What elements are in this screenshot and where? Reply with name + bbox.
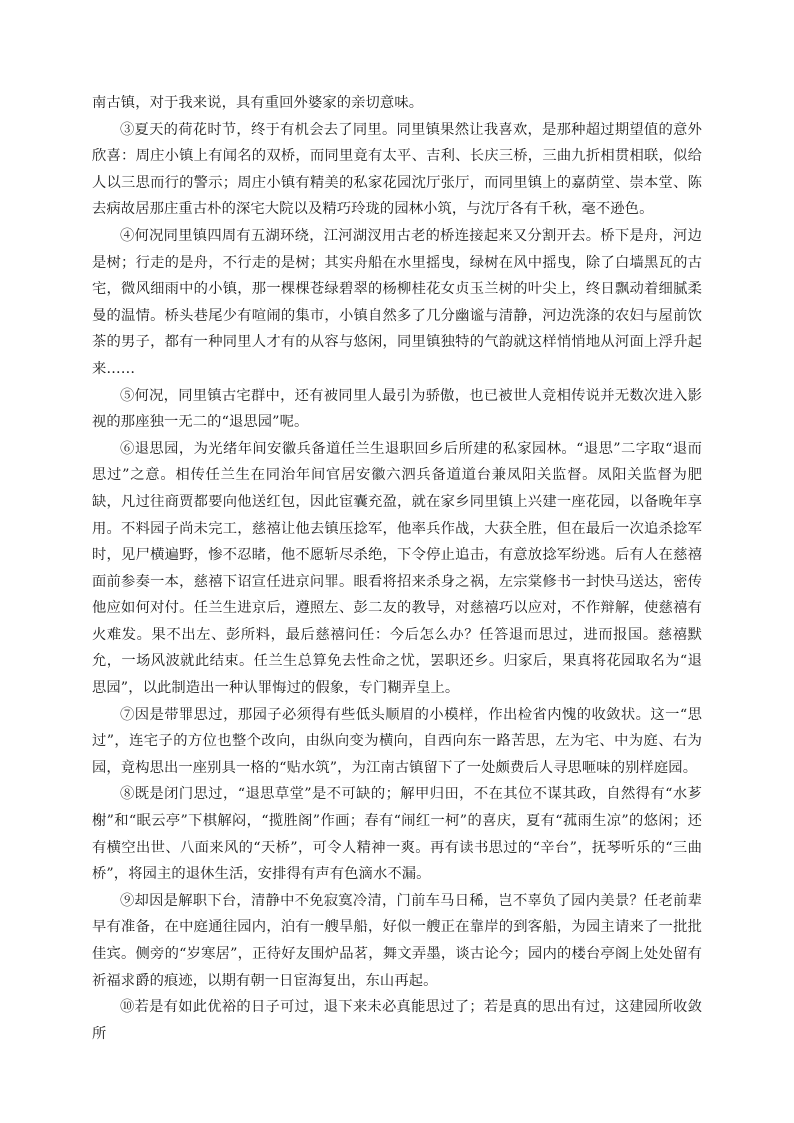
paragraph-1-continuation: 南古镇，对于我来说，具有重回外婆家的亲切意味。 [92, 95, 424, 111]
paragraph-10: ⑩若是有如此优裕的日子可过，退下来未必真能思过了；若是真的思出有过，这建园所收敛所 [92, 999, 702, 1042]
document-page [92, 90, 702, 1047]
paragraph-7: ⑦因是带罪思过，那园子必须得有些低头顺眉的小模样，作出检省内愧的收敛状。这一“思过”，连宅子的方位也整个改向，由纵向变为横向，自西向东一路苦思，左为宅、中为庭、右为园，竟构思出一座别具一格的“贴水筑”，为江南古镇留下了一处颇费后人寻思咂味的别样庭园。 [92, 706, 702, 776]
paragraph-3: ③夏天的荷花时节，终于有机会去了同里。同里镇果然让我喜欢，是那种超过期望值的意外欣喜：周庄小镇上有闻名的双桥，而同里竟有太平、吉利、长庆三桥，三曲九折相贯相联，似给人以三思而行的警示；周庄小镇有精美的私家花园沈厅张厅，而同里镇上的嘉荫堂、崇本堂、陈去病故居那庄重古朴的深宅大院以及精巧玲珑的园林小筑，与沈厅各有千秋，毫不逊色。 [92, 121, 702, 218]
paragraph-4: ④何况同里镇四周有五湖环绕，江河湖汊用古老的桥连接起来又分割开去。桥下是舟，河边是树；行走的是舟，不行走的是树；其实舟船在水里摇曳，绿树在风中摇曳，除了白墙黑瓦的古宅，微风细雨中的小镇，那一棵棵苍绿碧翠的杨柳桂花女贞玉兰树的叶尖上，终日飘动着细腻柔曼的温情。桥头巷尾少有喧闹的集市，小镇自然多了几分幽谧与清静，河边洗涤的农妇与屋前饮茶的男子，都有一种同里人才有的从容与悠闲，同里镇独特的气韵就这样悄悄地从河面上浮升起来…… [92, 227, 702, 377]
paragraph-5: ⑤何况，同里镇古宅群中，还有被同里人最引为骄傲，也已被世人竞相传说并无数次进入影视的那座独一无二的“退思园”呢。 [92, 387, 702, 431]
paragraph-6: ⑥退思园，为光绪年间安徽兵备道任兰生退职回乡后所建的私家园林。“退思”二字取“退而思过”之意。相传任兰生在同治年间官居安徽六泗兵备道道台兼凤阳关监督。凤阳关监督为肥缺，凡过往商贾都要向他送红包，因此宦囊充盈，就在家乡同里镇上兴建一座花园，以备晚年享用。不料园子尚未完工，慈禧让他去镇压捻军，他率兵作战，大获全胜，但在最后一次追杀捻军时，见尸横遍野，惨不忍睹，他不愿斩尽杀绝，下令停止追击，有意放捻军纷逃。后有人在慈禧面前参奏一本，慈禧下诏宣任进京问罪。眼看将招来杀身之祸，左宗棠修书一封快马送达，密传他应如何对付。任兰生进京后，遵照左、彭二友的教导，对慈禧巧以应对，不作辩解，使慈禧有火难发。果不出左、彭所料，最后慈禧问任：今后怎么办？任答退而思过，进而报国。慈禧默允，一场风波就此结束。任兰生总算免去性命之忧，罢职还乡。归家后，果真将花园取名为“退思园”，以此制造出一种认罪悔过的假象，专门糊弄皇上。 [92, 440, 702, 697]
paragraph-8: ⑧既是闭门思过，“退思草堂”是不可缺的；解甲归田，不在其位不谋其政，自然得有“水芗榭”和“眠云亭”下棋解闷，“揽胜阁”作画；春有“闹红一柯”的喜庆，夏有“菰雨生凉”的悠闲；还有横空出世、八面来风的“天桥”，可令人精神一爽。再有读书思过的“辛台”，抚琴听乐的“三曲桥”，将园主的退休生活，安排得有声有色滴水不漏。 [92, 786, 702, 883]
paragraph-9: ⑨却因是解职下台，清静中不免寂寞冷清，门前车马日稀，岂不辜负了园内美景？任老前辈早有准备，在中庭通往园内，泊有一艘旱船，好似一艘正在靠岸的到客船，为园主请来了一批批佳宾。侧旁的“岁寒居”，正待好友围炉品茗，舞文弄墨，谈古论今；园内的楼台亭阁上处处留有祈福求爵的痕迹，以期有朝一日宦海复出，东山再起。 [92, 892, 702, 989]
